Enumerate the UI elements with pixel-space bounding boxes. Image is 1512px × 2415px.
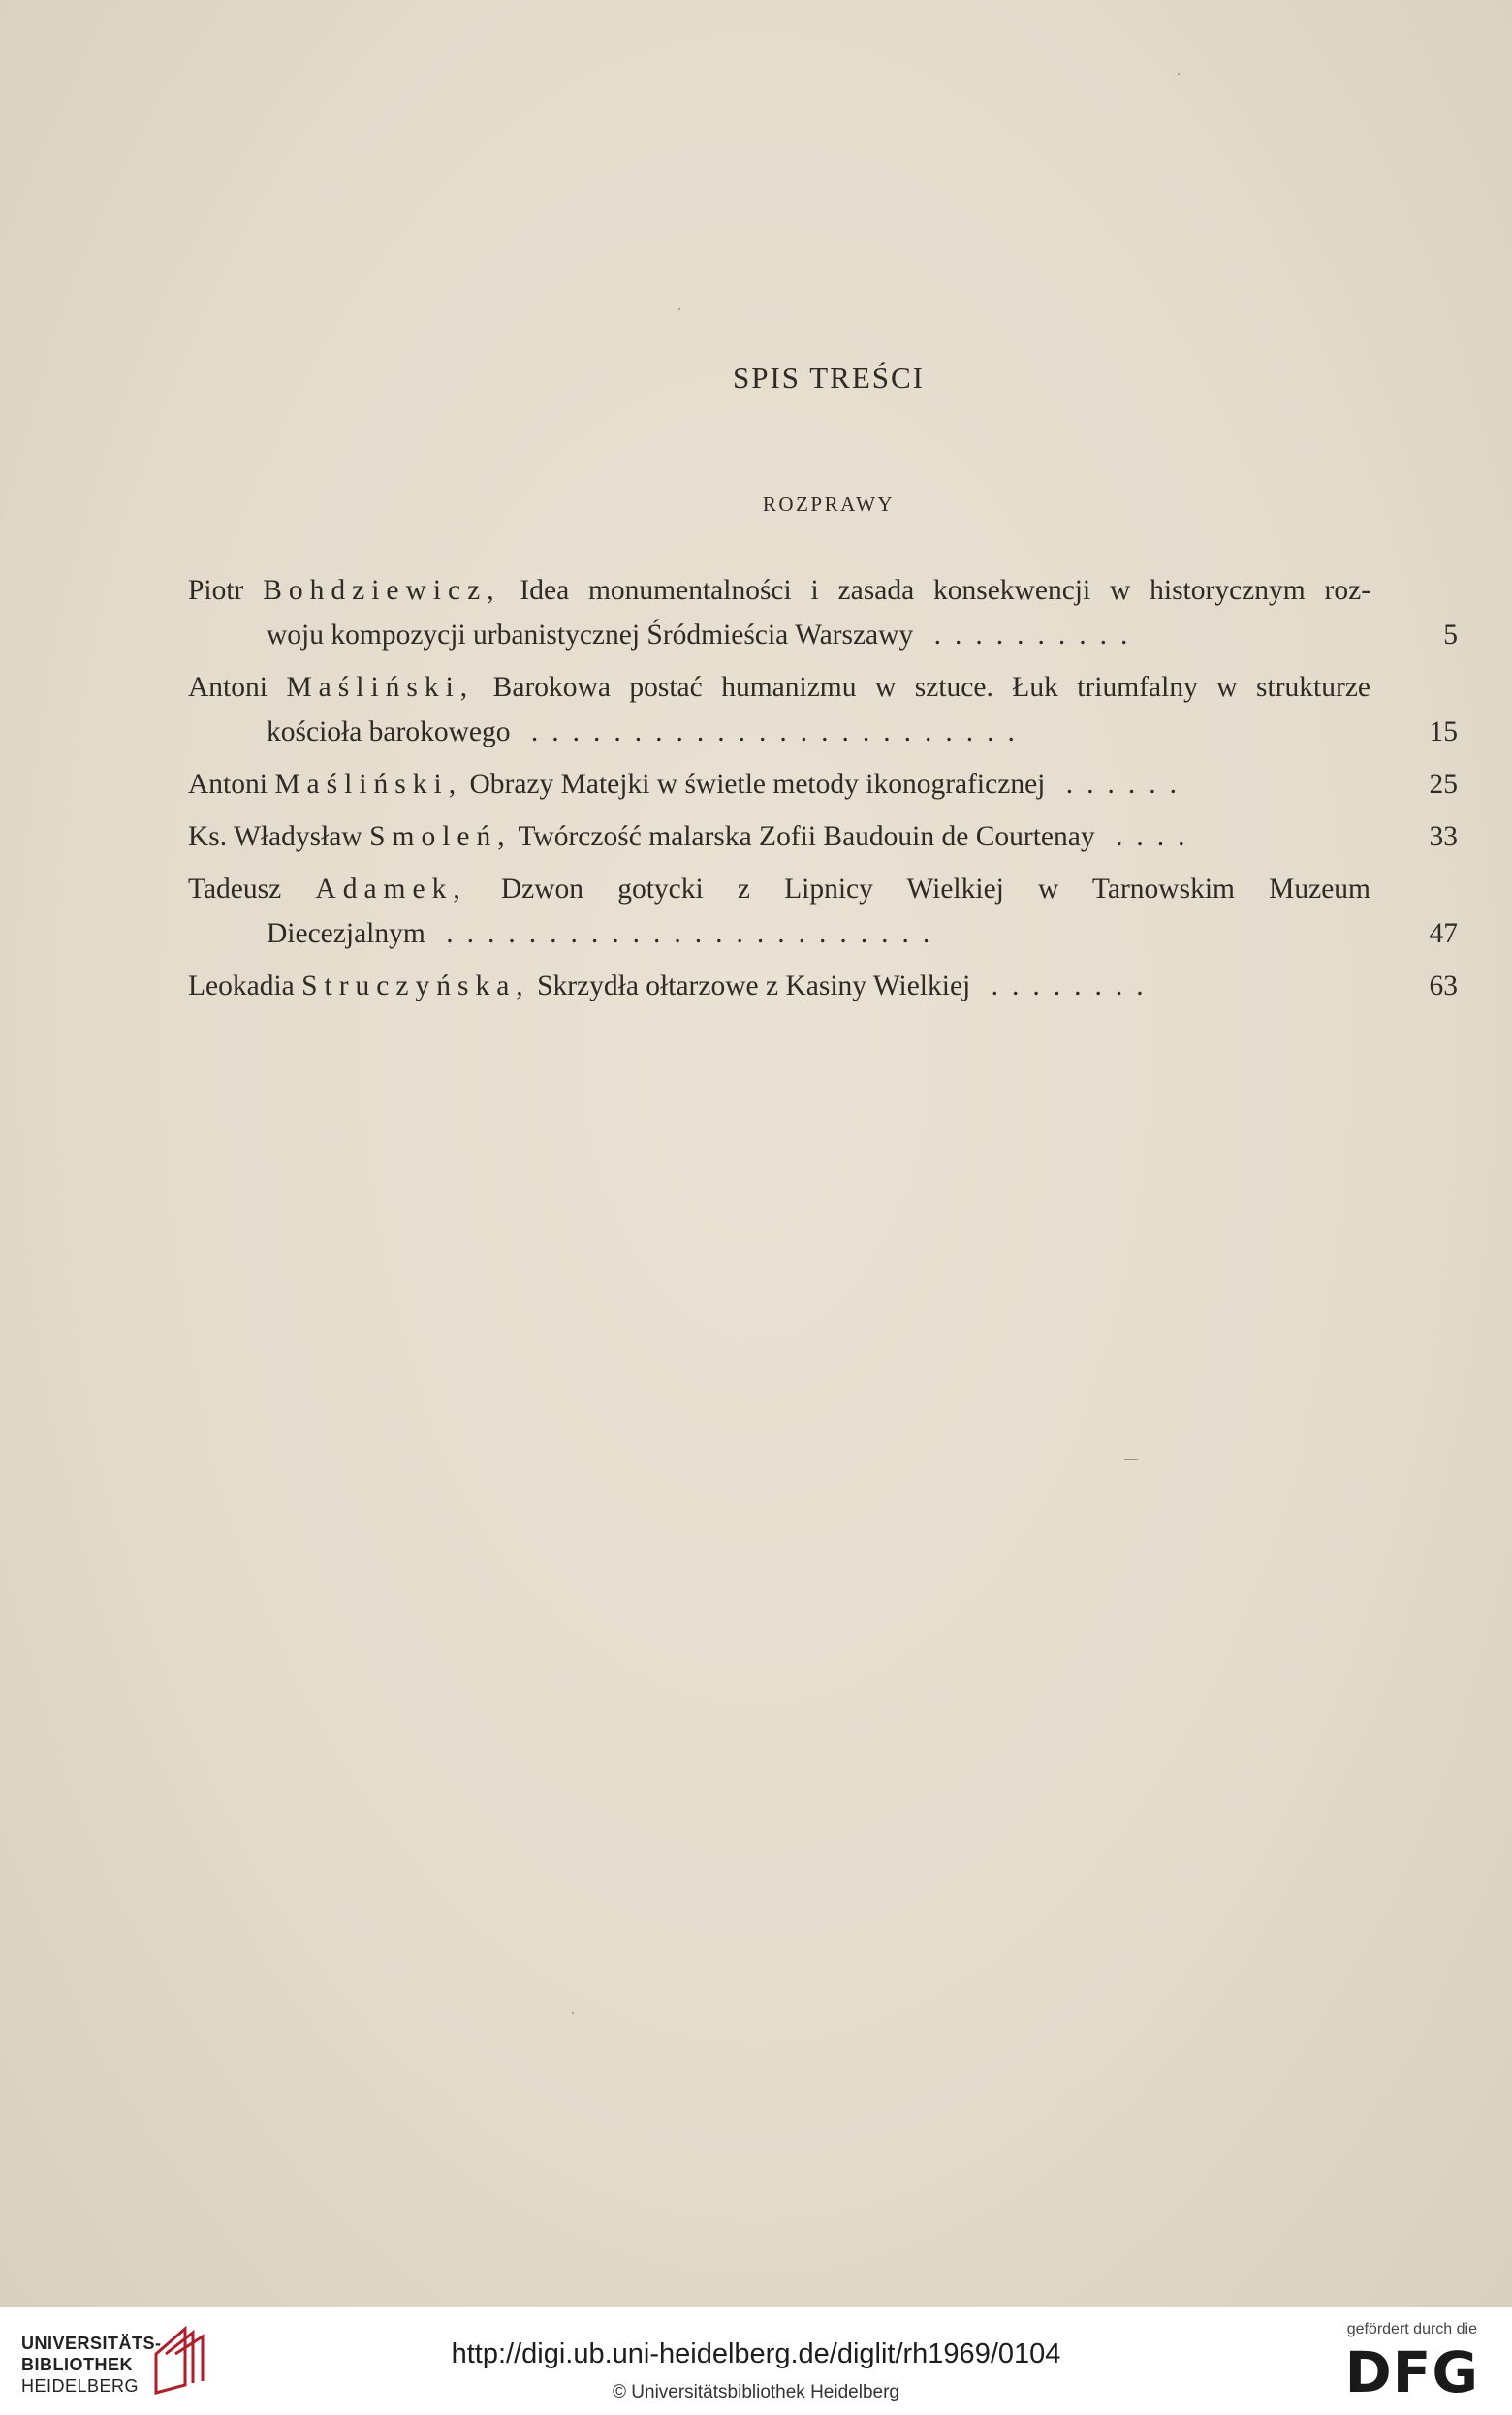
author-surname: Struczyńska,: [301, 970, 530, 1001]
paper-speck: [1178, 73, 1180, 75]
author-first-name: Antoni: [188, 769, 268, 800]
article-title-continued: woju kompozycji urbanistycznej Śródmieścia Warszawy: [267, 620, 914, 651]
section-heading: ROZPRAWY: [762, 493, 896, 516]
toc-entry[interactable]: [188, 568, 1458, 657]
page-number: 25: [1429, 769, 1458, 800]
copyright-notice: © Universitätsbibliothek Heidelberg: [613, 2382, 899, 2402]
paper-speck: [572, 2012, 574, 2014]
article-title: Dzwon gotycki z Lipnicy Wielkiej w Tarnowskim Muzeum: [500, 874, 1371, 905]
author-first-name: Piotr: [188, 575, 244, 606]
dot-leader: ......: [1065, 769, 1190, 800]
author-first-name: Antoni: [188, 672, 268, 703]
page-title: SPIS TREŚCI: [732, 361, 926, 395]
author-surname: Maśliński,: [286, 672, 475, 703]
toc-entry[interactable]: [188, 762, 1458, 807]
library-name-line: BIBLIOTHEK: [21, 2355, 133, 2374]
author-surname: Maśliński,: [274, 769, 463, 800]
table-of-contents: [188, 568, 1458, 1016]
article-title: Skrzydła ołtarzowe z Kasiny Wielkiej: [537, 970, 971, 1001]
author-surname: Smoleń,: [369, 821, 512, 852]
library-name-line: HEIDELBERG: [21, 2376, 140, 2396]
dot-leader: ........................: [530, 716, 1028, 747]
paper-speck: [1124, 1459, 1138, 1460]
library-footer: [0, 2307, 1512, 2415]
page-number: 63: [1429, 970, 1458, 1001]
page-number: 5: [1443, 620, 1458, 651]
article-title-continued: kościoła barokowego: [267, 716, 511, 747]
dot-leader: ..........: [933, 620, 1142, 651]
funding-label: gefördert durch die: [1346, 2321, 1477, 2337]
author-surname: Bohdziewicz,: [263, 575, 501, 606]
toc-entry-line: [188, 613, 1458, 657]
toc-entry-line: [188, 964, 1458, 1008]
article-title: Obrazy Matejki w świetle metody ikonograficznej: [469, 769, 1046, 800]
toc-entry[interactable]: [188, 964, 1458, 1008]
dot-leader: ........................: [446, 918, 944, 949]
toc-entry-line: [188, 814, 1458, 859]
author-first-name: Leokadia: [188, 970, 295, 1001]
dot-leader: ........: [991, 970, 1157, 1001]
page-number: 47: [1429, 918, 1458, 949]
article-title: Barokowa postać humanizmu w sztuce. Łuk triumfalny w strukturze: [492, 672, 1371, 703]
library-name-line: UNIVERSITÄTS-: [21, 2334, 162, 2353]
author-first-name: Tadeusz: [188, 874, 282, 905]
toc-entry-line: [188, 665, 1370, 710]
paper-speck: [678, 308, 680, 310]
toc-entry-line: [188, 867, 1370, 911]
article-title-continued: Diecezjalnym: [267, 918, 425, 949]
page-number: 33: [1429, 821, 1458, 852]
dot-leader: ....: [1115, 821, 1199, 852]
author-surname: Adamek,: [315, 874, 467, 905]
author-first-name: Ks. Władysław: [188, 821, 362, 852]
page-number: 15: [1429, 716, 1458, 747]
toc-entry-line: [188, 710, 1458, 754]
article-title: Idea monumentalności i zasada konsekwencji w historycznym roz-: [520, 575, 1371, 606]
toc-entry-line: [188, 762, 1458, 807]
toc-entry[interactable]: [188, 665, 1458, 754]
toc-entry-line: [188, 911, 1458, 956]
toc-entry[interactable]: [188, 814, 1458, 859]
permalink-url[interactable]: http://digi.ub.uni-heidelberg.de/diglit/rh1969/0104: [451, 2338, 1061, 2369]
toc-entry[interactable]: [188, 867, 1458, 956]
toc-entry-line: [188, 568, 1370, 613]
article-title: Twórczość malarska Zofii Baudouin de Courtenay: [518, 821, 1095, 852]
dfg-logo-icon[interactable]: DFG: [1344, 2339, 1479, 2405]
